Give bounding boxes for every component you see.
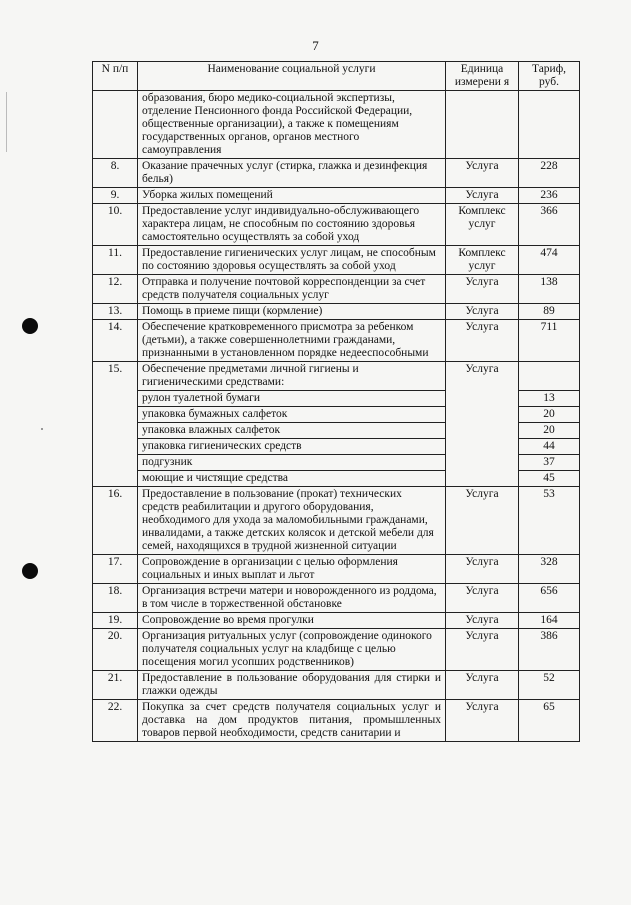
cell-unit: Услуга: [446, 188, 519, 204]
cell-unit: Услуга: [446, 275, 519, 304]
table-row: [93, 487, 580, 555]
sub-item-tariff: 37: [519, 455, 580, 471]
cell-name: Уборка жилых помещений: [138, 188, 446, 204]
cell-name: Организация встречи матери и новорожденного из роддома, в том числе в торжественной обстановке: [138, 584, 446, 613]
punch-hole-top: [22, 318, 38, 334]
header-tariff: Тариф, руб.: [519, 62, 580, 91]
cell-unit: Услуга: [446, 159, 519, 188]
cell-num: 17.: [93, 555, 138, 584]
sub-item-name: упаковка влажных салфеток: [138, 423, 446, 439]
cell-tariff: 138: [519, 275, 580, 304]
cell-name: Сопровождение в организации с целью оформления социальных и иных выплат и льгот: [138, 555, 446, 584]
punch-hole-bottom: [22, 563, 38, 579]
cell-num: [93, 91, 138, 159]
cell-tariff: [519, 91, 580, 159]
cell-num: 16.: [93, 487, 138, 555]
cell-name: Предоставление услуг индивидуально-обслуживающего характера лицам, не способным по состоянию здоровья самостоятельно осуществлять за собой уход: [138, 204, 446, 246]
cell-unit: Комплекс услуг: [446, 204, 519, 246]
cell-unit: Услуга: [446, 671, 519, 700]
table-row: [93, 246, 580, 275]
sub-item-name: рулон туалетной бумаги: [138, 391, 446, 407]
table-row: [93, 671, 580, 700]
table-row: [93, 275, 580, 304]
cell-num: 13.: [93, 304, 138, 320]
cell-name: Обеспечение предметами личной гигиены и гигиеническими средствами:: [138, 362, 446, 391]
cell-name: Организация ритуальных услуг (сопровождение одинокого получателя социальных услуг на кладбище с целью посещения могил усопших родственников): [138, 629, 446, 671]
sub-item-tariff: 20: [519, 407, 580, 423]
table-row: [93, 204, 580, 246]
cell-unit: Услуга: [446, 304, 519, 320]
cell-unit: Услуга: [446, 320, 519, 362]
cell-unit: [446, 91, 519, 159]
cell-name: Отправка и получение почтовой корреспонденции за счет средств получателя социальных услуг: [138, 275, 446, 304]
page-number: 7: [312, 38, 319, 53]
sub-item-name: моющие и чистящие средства: [138, 471, 446, 487]
scan-speck: [41, 428, 43, 430]
cell-unit: Услуга: [446, 584, 519, 613]
sub-item-name: упаковка гигиенических средств: [138, 439, 446, 455]
table-row: [93, 159, 580, 188]
cell-num: 11.: [93, 246, 138, 275]
cell-name: Покупка за счет средств получателя социальных услуг и доставка на дом продуктов питания, промышленных товаров первой необходимости, средств санитарии и: [138, 700, 446, 742]
cell-num: 14.: [93, 320, 138, 362]
header-unit: Единица измерени я: [446, 62, 519, 91]
cell-num: 8.: [93, 159, 138, 188]
sub-item-name: упаковка бумажных салфеток: [138, 407, 446, 423]
cell-unit: Услуга: [446, 700, 519, 742]
tariff-table: [92, 61, 580, 742]
cell-name: Оказание прачечных услуг (стирка, глажка и дезинфекция белья): [138, 159, 446, 188]
cell-tariff: 65: [519, 700, 580, 742]
table-row: [93, 613, 580, 629]
table-row-15: [93, 362, 580, 391]
cell-tariff: 89: [519, 304, 580, 320]
cell-name: Сопровождение во время прогулки: [138, 613, 446, 629]
cell-tariff: 236: [519, 188, 580, 204]
table-row: [93, 629, 580, 671]
table-row: [93, 584, 580, 613]
cell-num: 12.: [93, 275, 138, 304]
cell-num: 10.: [93, 204, 138, 246]
cell-unit: Услуга: [446, 362, 519, 487]
table-header-row: [93, 62, 580, 91]
cell-name: Предоставление в пользование (прокат) технических средств реабилитации и другого оборудования, необходимого для ухода за маломобильными гражданами, инвалидами, а также детских колясок и детской мебели для семей, находящихся в трудной жизненной ситуации: [138, 487, 446, 555]
cell-num: 20.: [93, 629, 138, 671]
cell-name: Предоставление в пользование оборудования для стирки и глажки одежды: [138, 671, 446, 700]
cell-tariff: 711: [519, 320, 580, 362]
cell-name: Обеспечение кратковременного присмотра за ребенком (детьми), а также совершеннолетними гражданами, признанными в установленном порядке недееспособными: [138, 320, 446, 362]
scan-edge-mark: [6, 92, 7, 152]
cell-tariff: [519, 362, 580, 391]
table-row: [93, 304, 580, 320]
table-row: [93, 555, 580, 584]
cell-unit: Услуга: [446, 487, 519, 555]
cell-name: образования, бюро медико-социальной экспертизы, отделение Пенсионного фонда Российской Федерации, общественные организации), а также к помещениям государственных органов, органов местного самоуправления: [138, 91, 446, 159]
cell-num: 15.: [93, 362, 138, 487]
cell-name: Помощь в приеме пищи (кормление): [138, 304, 446, 320]
cell-unit: Комплекс услуг: [446, 246, 519, 275]
cell-tariff: 164: [519, 613, 580, 629]
cell-tariff: 656: [519, 584, 580, 613]
sub-item-name: подгузник: [138, 455, 446, 471]
sub-item-tariff: 13: [519, 391, 580, 407]
cell-num: 19.: [93, 613, 138, 629]
cell-tariff: 366: [519, 204, 580, 246]
cell-tariff: 228: [519, 159, 580, 188]
table-row: [93, 320, 580, 362]
header-name: Наименование социальной услуги: [138, 62, 446, 91]
sub-item-tariff: 44: [519, 439, 580, 455]
table-row-continuation: [93, 91, 580, 159]
cell-tariff: 386: [519, 629, 580, 671]
cell-unit: Услуга: [446, 555, 519, 584]
cell-num: 21.: [93, 671, 138, 700]
sub-item-tariff: 20: [519, 423, 580, 439]
cell-unit: Услуга: [446, 629, 519, 671]
table-row: [93, 700, 580, 742]
cell-unit: Услуга: [446, 613, 519, 629]
cell-name: Предоставление гигиенических услуг лицам, не способным по состоянию здоровья осуществлять за собой уход: [138, 246, 446, 275]
cell-num: 9.: [93, 188, 138, 204]
cell-tariff: 52: [519, 671, 580, 700]
cell-num: 18.: [93, 584, 138, 613]
cell-tariff: 474: [519, 246, 580, 275]
cell-num: 22.: [93, 700, 138, 742]
sub-item-tariff: 45: [519, 471, 580, 487]
cell-tariff: 53: [519, 487, 580, 555]
table-row: [93, 188, 580, 204]
header-num: N п/п: [93, 62, 138, 91]
cell-tariff: 328: [519, 555, 580, 584]
